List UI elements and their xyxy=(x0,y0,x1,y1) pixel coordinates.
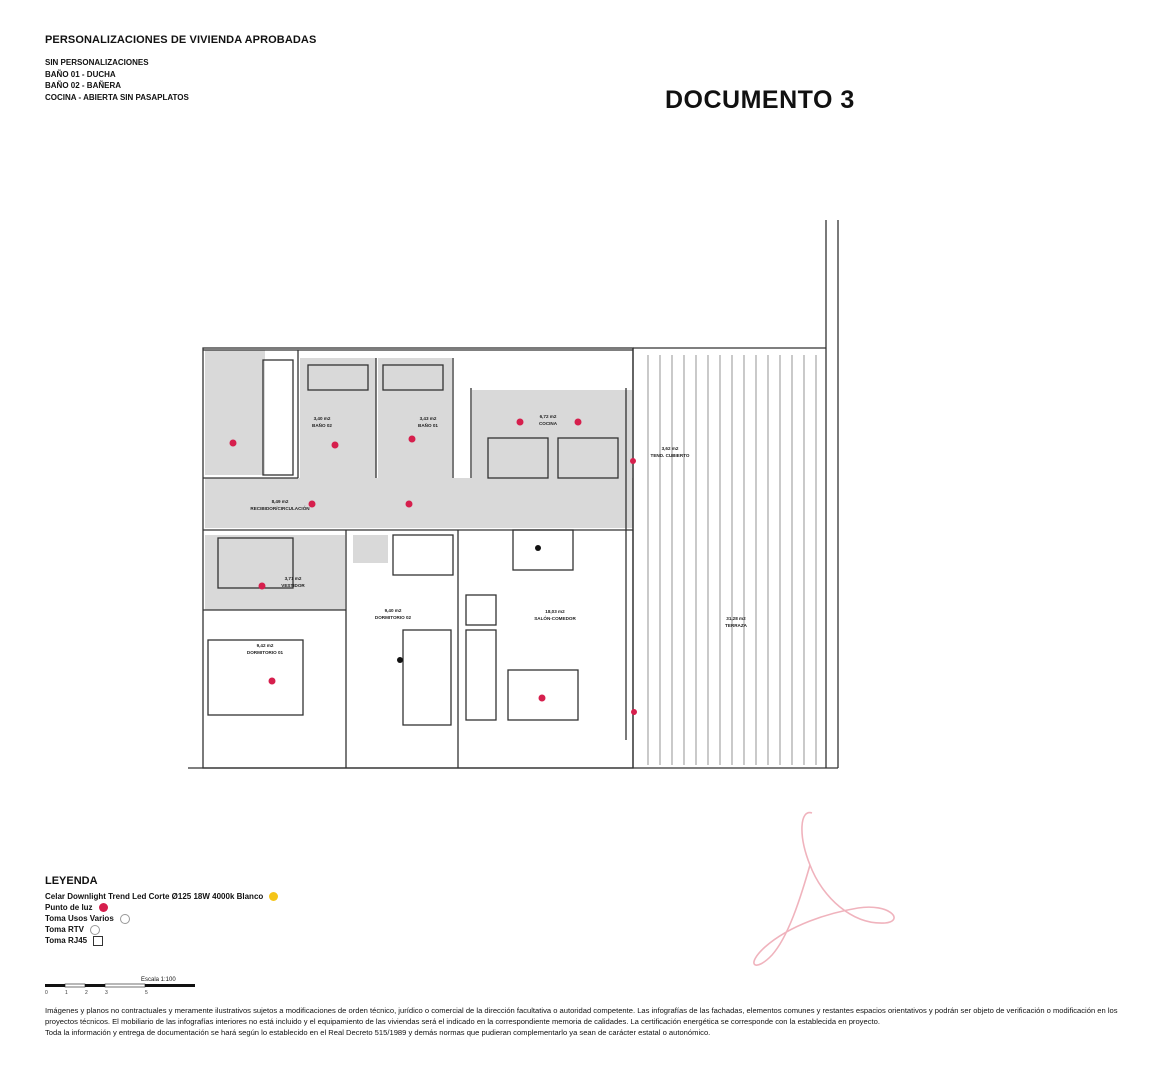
legend-item-rtv xyxy=(45,924,278,935)
room-area-recibidor: 8,49 m2 xyxy=(271,499,289,504)
rtv-outlet-icon xyxy=(90,925,100,935)
room-name-bano01: BAÑO 01 xyxy=(418,423,438,428)
room-name-recibidor: RECIBIDOR/CIRCULACIÓN xyxy=(250,506,310,511)
legend-item-rj45 xyxy=(45,935,278,946)
room-area-tendedero: 3,62 m2 xyxy=(661,446,679,451)
legend xyxy=(45,875,278,946)
light-point-marker xyxy=(631,709,637,715)
floor-plan-shading xyxy=(205,350,633,610)
light-point-marker xyxy=(230,440,237,447)
legend-item-light-point xyxy=(45,902,278,913)
light-point-marker xyxy=(332,442,339,449)
scale-tick: 3 xyxy=(105,990,108,996)
light-point-marker xyxy=(309,501,316,508)
page-header-title: PERSONALIZACIONES DE VIVIENDA APROBADAS xyxy=(45,34,317,46)
ceiling-pendant-markers xyxy=(397,545,541,663)
room-area-dormitorio02: 9,40 m2 xyxy=(384,608,402,613)
room-name-salon: SALÓN-COMEDOR xyxy=(534,616,576,621)
light-point-marker xyxy=(517,419,524,426)
legend-title: LEYENDA xyxy=(45,875,98,887)
scale-bar-graphic xyxy=(45,977,205,999)
room-name-tendedero: TEND. CUBIERTO xyxy=(650,453,690,458)
room-name-vestidor: VESTIDOR xyxy=(281,583,305,588)
room-area-cocina: 6,72 m2 xyxy=(539,414,557,419)
disclaimer xyxy=(45,1005,1135,1039)
legend-label: Celar Downlight Trend Led Corte Ø125 18W 4000k Blanco xyxy=(45,892,264,901)
room-name-cocina: COCINA xyxy=(538,421,558,426)
room-area-terraza: 31,28 m2 xyxy=(726,616,746,621)
downlight-icon xyxy=(269,892,278,901)
scale-tick: 2 xyxy=(85,990,88,996)
room-area-dormitorio01: 9,42 m2 xyxy=(256,643,274,648)
customization-item: BAÑO 01 - DUCHA xyxy=(45,69,116,79)
light-point-icon xyxy=(99,903,108,912)
outlet-icon xyxy=(120,914,130,924)
room-name-dormitorio01: DORMITORIO 01 xyxy=(246,650,284,655)
scale-bar xyxy=(45,977,205,1004)
light-point-marker xyxy=(406,501,413,508)
document-label: DOCUMENTO 3 xyxy=(665,86,855,114)
light-point-marker xyxy=(575,419,582,426)
room-name-bano02: BAÑO 02 xyxy=(312,423,332,428)
room-area-salon: 18,03 m2 xyxy=(545,609,565,614)
room-name-dormitorio02: DORMITORIO 02 xyxy=(374,615,412,620)
legend-label: Toma Usos Varios xyxy=(45,914,114,923)
customization-item: BAÑO 02 - BAÑERA xyxy=(45,81,122,90)
light-point-marker xyxy=(259,583,266,590)
rj45-icon xyxy=(93,936,103,946)
scale-tick: 1 xyxy=(65,990,68,996)
disclaimer-paragraph: Toda la información y entrega de documentación se hará según lo establecido en el Real Decreto 515/1989 y demás normas que pudieran complementarlo ya sean de carácter estatal o autonómico. xyxy=(45,1028,711,1038)
legend-label: Toma RJ45 xyxy=(45,936,88,945)
customization-item: SIN PERSONALIZACIONES xyxy=(45,58,149,67)
light-point-marker xyxy=(630,458,636,464)
legend-label: Toma RTV xyxy=(45,925,84,934)
terrace-decking xyxy=(648,355,816,765)
scale-label: Escala 1:100 xyxy=(141,977,176,983)
customization-item: COCINA - ABIERTA SIN PASAPLATOS xyxy=(45,92,189,102)
legend-item-outlet xyxy=(45,913,278,924)
customization-list xyxy=(45,57,189,103)
room-name-terraza: TERRAZA xyxy=(725,623,747,628)
scale-tick: 5 xyxy=(145,990,148,996)
light-point-marker xyxy=(409,436,416,443)
disclaimer-paragraph: Imágenes y planos no contractuales y meramente ilustrativos sujetos a modificaciones de orden técnico, jurídico o comercial de la dirección facultativa o autoridad competente. Las infografías de las fachadas, elementos comunes y restantes espacios orientativos y podrán ser objeto de verificación o modificación en los proyectos técnicos. El mobiliario de las infografías interiores no está incluido y el equipamiento de las viviendas será el indicado en la correspondiente memoria de calidades. La certificación energética se corresponde con la establecida en proyecto. xyxy=(45,1006,1118,1027)
room-area-vestidor: 3,71 m2 xyxy=(284,576,302,581)
legend-item-downlight xyxy=(45,891,278,902)
room-area-bano02: 3,40 m2 xyxy=(313,416,331,421)
room-area-bano01: 3,43 m2 xyxy=(419,416,437,421)
light-point-marker xyxy=(269,678,276,685)
scale-tick: 0 xyxy=(45,990,48,996)
legend-label: Punto de luz xyxy=(45,903,93,912)
floor-plan xyxy=(188,220,848,775)
adobe-watermark-icon xyxy=(740,805,900,970)
light-point-marker xyxy=(539,695,546,702)
